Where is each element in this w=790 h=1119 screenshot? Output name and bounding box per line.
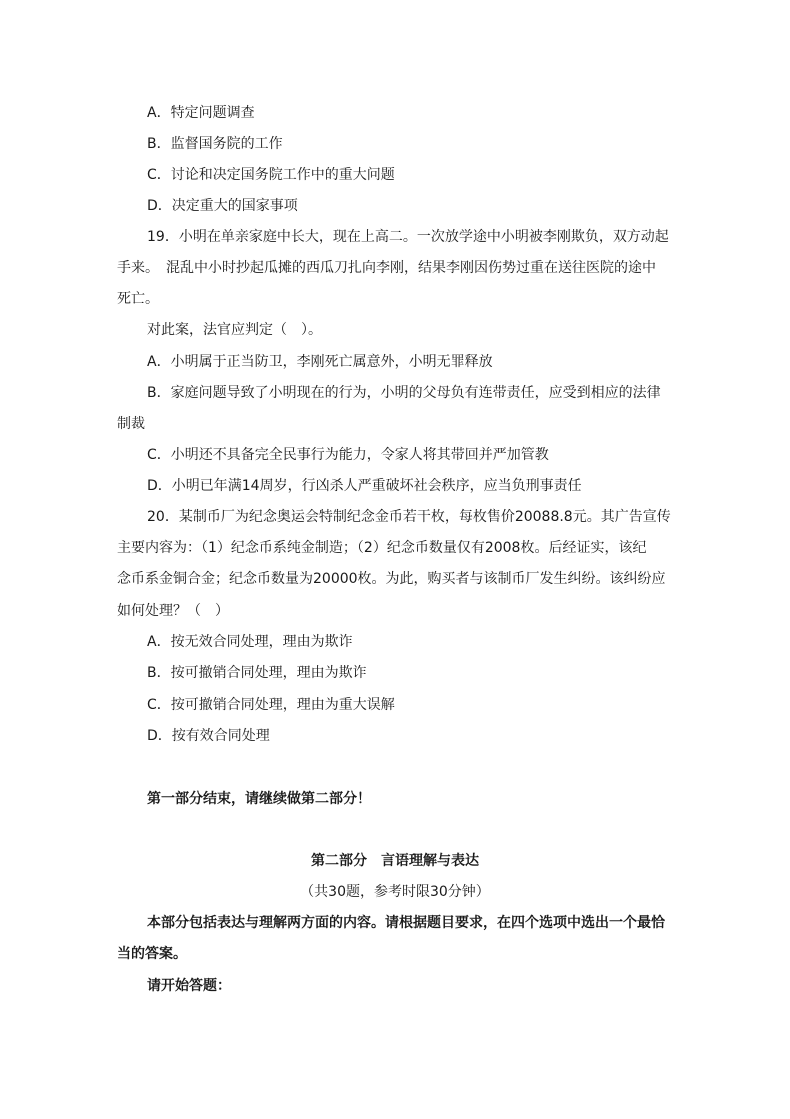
q19-option-a: A．小明属于正当防卫，李刚死亡属意外，小明无罪释放 — [147, 354, 493, 370]
q20-option-a: A．按无效合同处理，理由为欺诈 — [147, 634, 353, 650]
q20-stem-line-2: 主要内容为：（1）纪念币系纯金制造；（2）纪念币数量仅有2008枚。后经证实，该纪 — [117, 540, 647, 556]
q19-option-b-line-2: 制裁 — [117, 416, 145, 432]
part2-subtitle: （共30题，参考时限30分钟） — [300, 884, 490, 900]
q19-option-b-line-1: B．家庭问题导致了小明现在的行为，小明的父母负有连带责任，应受到相应的法律 — [147, 385, 661, 401]
q20-option-b: B．按可撤销合同处理，理由为欺诈 — [147, 665, 367, 681]
q19-prompt: 对此案，法官应判定（ ）。 — [147, 322, 322, 338]
part2-intro-line-1: 本部分包括表达与理解两方面的内容。请根据题目要求，在四个选项中选出一个最恰 — [147, 915, 665, 931]
q20-option-d: D．按有效合同处理 — [147, 728, 270, 744]
q20-option-c: C．按可撤销合同处理，理由为重大误解 — [147, 697, 395, 713]
q20-stem-line-3: 念币系金铜合金；纪念币数量为20000枚。为此，购买者与该制币厂发生纠纷。该纠纷应 — [117, 571, 666, 587]
q18-option-d: D．决定重大的国家事项 — [147, 198, 298, 214]
part2-title: 第二部分 言语理解与表达 — [311, 853, 479, 869]
q18-option-b: B．监督国务院的工作 — [147, 136, 283, 152]
q20-stem-line-4: 如何处理？（ ） — [117, 603, 229, 619]
q18-option-a: A．特定问题调查 — [147, 105, 255, 121]
q19-stem-line-3: 死亡。 — [117, 291, 159, 307]
part1-end-notice: 第一部分结束，请继续做第二部分！ — [147, 791, 371, 807]
q18-option-c: C．讨论和决定国务院工作中的重大问题 — [147, 167, 395, 183]
part2-intro-line-2: 当的答案。 — [117, 946, 187, 962]
q19-option-c: C．小明还不具备完全民事行为能力，令家人将其带回并严加管教 — [147, 447, 549, 463]
q19-stem-line-1: 19．小明在单亲家庭中长大，现在上高二。一次放学途中小明被李刚欺负，双方动起 — [147, 229, 669, 245]
q19-option-d: D．小明已年满14周岁，行凶杀人严重破坏社会秩序，应当负刑事责任 — [147, 478, 582, 494]
q20-stem-line-1: 20．某制币厂为纪念奥运会特制纪念金币若干枚，每枚售价20088.8元。其广告宣传 — [147, 509, 671, 525]
part2-start: 请开始答题： — [147, 978, 231, 994]
q19-stem-line-2: 手来。 混乱中小时抄起瓜摊的西瓜刀扎向李刚，结果李刚因伤势过重在送往医院的途中 — [117, 260, 656, 276]
